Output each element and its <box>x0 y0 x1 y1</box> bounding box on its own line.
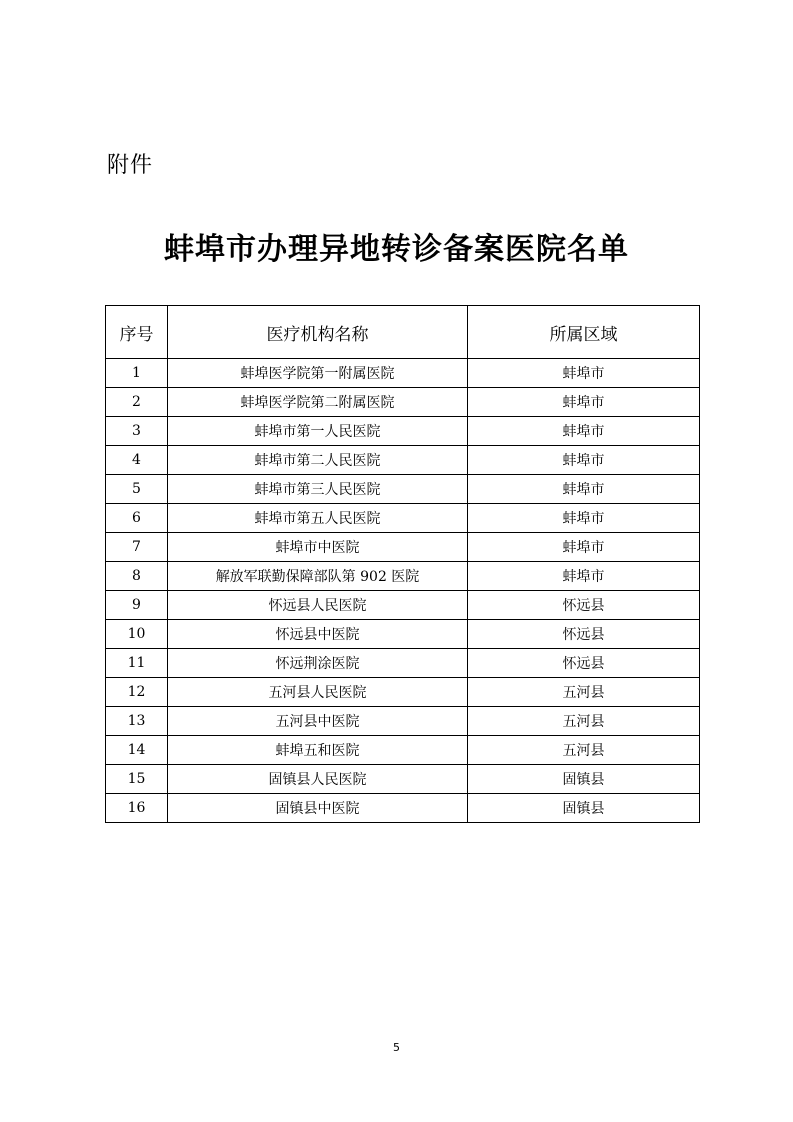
institution-cell: 蚌埠市第五人民医院 <box>168 504 468 533</box>
region-cell: 蚌埠市 <box>468 359 700 388</box>
institution-cell: 怀远县中医院 <box>168 620 468 649</box>
institution-cell: 固镇县人民医院 <box>168 765 468 794</box>
institution-cell: 怀远县人民医院 <box>168 591 468 620</box>
institution-cell: 蚌埠医学院第二附属医院 <box>168 388 468 417</box>
table-header-row <box>106 306 700 359</box>
region-cell: 固镇县 <box>468 765 700 794</box>
region-cell: 蚌埠市 <box>468 417 700 446</box>
table-row <box>106 533 700 562</box>
table-row <box>106 359 700 388</box>
document-title: 蚌埠市办理异地转诊备案医院名单 <box>164 232 629 267</box>
table-row <box>106 707 700 736</box>
institution-cell: 解放军联勤保障部队第 902 医院 <box>168 562 468 591</box>
region-cell: 蚌埠市 <box>468 533 700 562</box>
serial-cell: 1 <box>106 359 168 388</box>
serial-cell: 12 <box>106 678 168 707</box>
serial-cell: 11 <box>106 649 168 678</box>
region-cell: 蚌埠市 <box>468 475 700 504</box>
attachment-label: 附件 <box>107 153 154 178</box>
header-serial-number: 序号 <box>106 306 168 359</box>
table-row <box>106 562 700 591</box>
table-row <box>106 591 700 620</box>
institution-cell: 怀远荆涂医院 <box>168 649 468 678</box>
region-cell: 怀远县 <box>468 649 700 678</box>
table-row <box>106 765 700 794</box>
header-region: 所属区域 <box>468 306 700 359</box>
institution-cell: 固镇县中医院 <box>168 794 468 823</box>
region-cell: 五河县 <box>468 707 700 736</box>
serial-cell: 7 <box>106 533 168 562</box>
region-cell: 蚌埠市 <box>468 562 700 591</box>
institution-cell: 蚌埠市第三人民医院 <box>168 475 468 504</box>
table-row <box>106 678 700 707</box>
region-cell: 蚌埠市 <box>468 446 700 475</box>
institution-cell: 蚌埠市中医院 <box>168 533 468 562</box>
page-number: 5 <box>393 1041 400 1054</box>
institution-cell: 五河县人民医院 <box>168 678 468 707</box>
institution-cell: 五河县中医院 <box>168 707 468 736</box>
table-row <box>106 736 700 765</box>
serial-cell: 16 <box>106 794 168 823</box>
institution-cell: 蚌埠市第二人民医院 <box>168 446 468 475</box>
header-institution-name: 医疗机构名称 <box>168 306 468 359</box>
table-row <box>106 417 700 446</box>
serial-cell: 13 <box>106 707 168 736</box>
region-cell: 固镇县 <box>468 794 700 823</box>
table-row <box>106 504 700 533</box>
institution-cell: 蚌埠市第一人民医院 <box>168 417 468 446</box>
institution-cell: 蚌埠医学院第一附属医院 <box>168 359 468 388</box>
serial-cell: 5 <box>106 475 168 504</box>
serial-cell: 4 <box>106 446 168 475</box>
serial-cell: 14 <box>106 736 168 765</box>
hospital-list-table <box>105 305 700 823</box>
region-cell: 五河县 <box>468 736 700 765</box>
serial-cell: 3 <box>106 417 168 446</box>
region-cell: 蚌埠市 <box>468 504 700 533</box>
institution-cell: 蚌埠五和医院 <box>168 736 468 765</box>
table-row <box>106 475 700 504</box>
table-row <box>106 620 700 649</box>
region-cell: 怀远县 <box>468 591 700 620</box>
table-row <box>106 388 700 417</box>
region-cell: 怀远县 <box>468 620 700 649</box>
serial-cell: 9 <box>106 591 168 620</box>
serial-cell: 10 <box>106 620 168 649</box>
region-cell: 蚌埠市 <box>468 388 700 417</box>
serial-cell: 2 <box>106 388 168 417</box>
serial-cell: 15 <box>106 765 168 794</box>
table-row <box>106 794 700 823</box>
table-row <box>106 649 700 678</box>
region-cell: 五河县 <box>468 678 700 707</box>
table-row <box>106 446 700 475</box>
serial-cell: 6 <box>106 504 168 533</box>
serial-cell: 8 <box>106 562 168 591</box>
